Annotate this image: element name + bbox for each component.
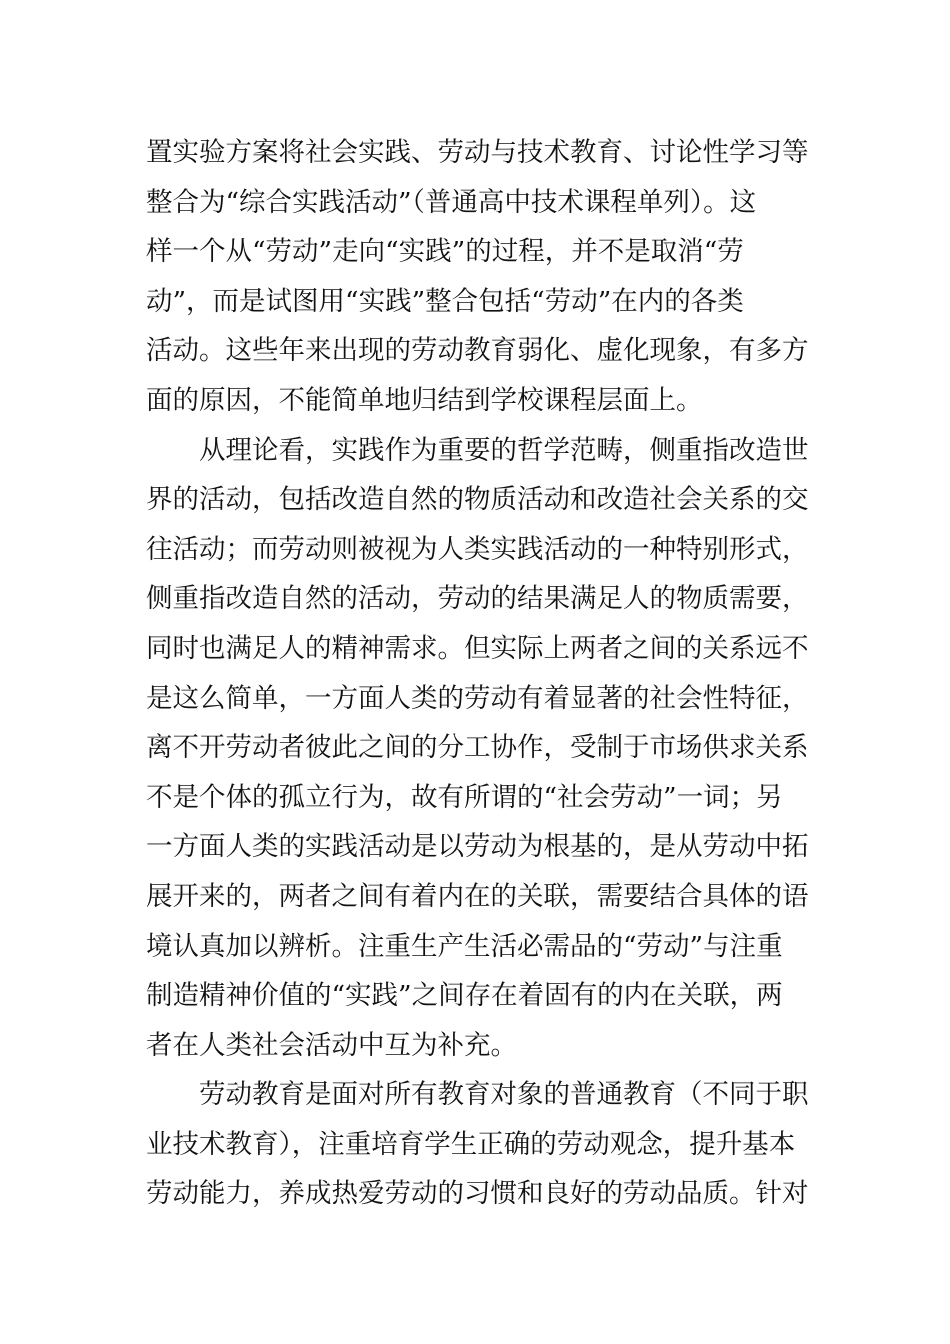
text-line: 业技术教育），注重培育学生正确的劳动观念，提升基本 <box>146 1128 796 1160</box>
text-line: 制造精神价值的“实践”之间存在着固有的内在关联，两 <box>146 980 783 1012</box>
text-line: 侧重指改造自然的活动，劳动的结果满足人的物质需要， <box>146 583 809 615</box>
text-line: 境认真加以辨析。注重生产生活必需品的“劳动”与注重 <box>146 930 783 962</box>
text-line: 一方面人类的实践活动是以劳动为根基的，是从劳动中拓 <box>146 831 809 863</box>
text-line: 不是个体的孤立行为，故有所谓的“社会劳动”一词；另 <box>146 781 783 813</box>
text-line: 展开来的，两者之间有着内在的关联，需要结合具体的语 <box>146 880 809 912</box>
text-line: 界的活动，包括改造自然的物质活动和改造社会关系的交 <box>146 484 809 516</box>
text-line: 者在人类社会活动中互为补充。 <box>146 1029 517 1061</box>
text-line: 面的原因，不能简单地归结到学校课程层面上。 <box>146 384 703 416</box>
text-line: 劳动能力，养成热爱劳动的习惯和良好的劳动品质。针对 <box>146 1178 809 1210</box>
document-body <box>146 128 816 1219</box>
text-line: 同时也满足人的精神需求。但实际上两者之间的关系远不 <box>146 632 809 664</box>
text-line: 整合为“综合实践活动”（普通高中技术课程单列）。这 <box>146 186 757 218</box>
paragraph-2 <box>146 426 816 1071</box>
text-line: 离不开劳动者彼此之间的分工协作，受制于市场供求关系 <box>146 732 809 764</box>
text-line: 从理论看，实践作为重要的哲学范畴，侧重指改造世 <box>199 434 809 466</box>
text-line: 活动。这些年来出现的劳动教育弱化、虚化现象，有多方 <box>146 335 809 367</box>
text-line: 动”，而是试图用“实践”整合包括“劳动”在内的各类 <box>146 285 744 317</box>
text-line: 往活动；而劳动则被视为人类实践活动的一种特别形式， <box>146 533 809 565</box>
paragraph-1 <box>146 128 816 426</box>
paragraph-3 <box>146 1070 816 1219</box>
text-line: 样一个从“劳动”走向“实践”的过程，并不是取消“劳 <box>146 236 744 268</box>
text-line: 置实验方案将社会实践、劳动与技术教育、讨论性学习等 <box>146 137 809 168</box>
text-line: 是这么简单，一方面人类的劳动有着显著的社会性特征， <box>146 682 809 714</box>
text-line: 劳动教育是面对所有教育对象的普通教育（不同于职 <box>199 1079 809 1111</box>
